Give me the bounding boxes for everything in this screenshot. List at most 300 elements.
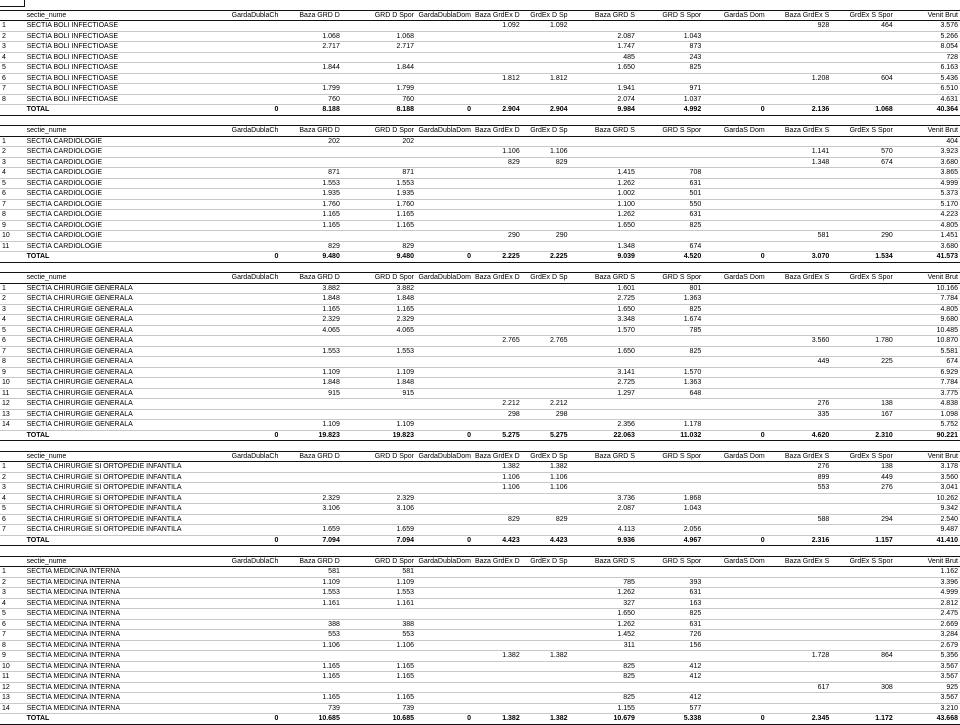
garda-dubla-ch-cell	[201, 577, 280, 588]
garda-s-dom-cell	[703, 231, 766, 242]
row-index-cell: 4	[0, 52, 25, 63]
row-index-cell: 12	[0, 682, 25, 693]
venit-brut-cell: 4.805	[895, 304, 960, 315]
baza-grdex-s-cell	[767, 598, 832, 609]
grd-s-spor-cell: 412	[637, 661, 703, 672]
empty-cell	[342, 262, 416, 273]
table-row	[0, 399, 960, 410]
baza-grdex-s-cell	[767, 31, 832, 42]
venit-brut-cell: 4.838	[895, 399, 960, 410]
garda-s-dom-cell	[703, 294, 766, 305]
grdex-s-spor-cell: 1.068	[831, 105, 895, 116]
baza-grd-s-cell	[570, 682, 637, 693]
section-name-cell: SECTIA CHIRURGIE GENERALA	[25, 336, 202, 347]
grd-s-spor-cell: 163	[637, 598, 703, 609]
grdex-d-sp-cell: 5.275	[522, 430, 570, 441]
baza-grdex-s-cell	[767, 241, 832, 252]
venit-brut-cell: 3.567	[895, 693, 960, 704]
baza-grd-s-cell: 485	[570, 52, 637, 63]
empty-cell	[25, 262, 202, 273]
grdex-d-sp-cell	[522, 52, 570, 63]
garda-s-dom-cell	[703, 703, 766, 714]
baza-grd-d-cell	[280, 651, 342, 662]
grdex-d-sp-cell: 2.225	[522, 252, 570, 263]
grdex-d-sp-cell	[522, 640, 570, 651]
garda-dubla-dom-cell	[416, 210, 473, 221]
baza-grdex-d-cell	[473, 178, 522, 189]
section-name-header: sectie_nume	[25, 126, 202, 137]
venit-brut-cell: 2.475	[895, 609, 960, 620]
row-index-cell: 14	[0, 703, 25, 714]
baza-grd-s-cell: 1.601	[570, 283, 637, 294]
baza-grd-d-cell: 8.188	[280, 105, 342, 116]
grd-d-spor-cell: 202	[342, 136, 416, 147]
grdex-s-spor-cell	[831, 220, 895, 231]
baza-grd-s-cell	[570, 147, 637, 158]
empty-cell	[473, 115, 522, 126]
grdex-s-spor-cell: 1.534	[831, 252, 895, 263]
baza-grdex-s-cell	[767, 283, 832, 294]
empty-cell	[703, 441, 766, 452]
garda-dubla-ch-cell	[201, 315, 280, 326]
grdex-d-sp-cell	[522, 598, 570, 609]
section-name-cell: SECTIA CARDIOLOGIE	[25, 220, 202, 231]
garda-dubla-dom-cell	[416, 147, 473, 158]
baza-grd-s-cell: 1.262	[570, 178, 637, 189]
garda-dubla-ch-cell	[201, 409, 280, 420]
baza-grdex-d-cell	[473, 199, 522, 210]
empty-cell	[767, 0, 832, 10]
empty-cell	[473, 441, 522, 452]
grdex-s-spor-cell: 138	[831, 399, 895, 410]
baza-grdex-d-header: Baza GrdEx D	[474, 557, 520, 565]
garda-dubla-ch-cell	[201, 136, 280, 147]
grd-d-spor-cell: 1.109	[342, 577, 416, 588]
grd-d-spor-cell	[342, 73, 416, 84]
baza-grd-d-cell: 9.480	[280, 252, 342, 263]
garda-dubla-ch-cell	[201, 178, 280, 189]
garda-dubla-ch-cell	[201, 462, 280, 473]
venit-brut-cell: 674	[895, 357, 960, 368]
garda-s-dom-cell	[703, 472, 766, 483]
baza-grd-s-cell	[570, 21, 637, 32]
garda-dubla-ch-cell	[201, 189, 280, 200]
grdex-d-sp-cell	[522, 682, 570, 693]
garda-dubla-ch-cell	[201, 693, 280, 704]
grd-d-spor-cell: 581	[342, 567, 416, 578]
grd-s-spor-cell: 412	[637, 672, 703, 683]
baza-grdex-d-cell: 1.382	[473, 651, 522, 662]
venit-brut-header: Venit Brut	[895, 10, 960, 21]
garda-s-dom-cell	[703, 168, 766, 179]
garda-s-dom-cell	[703, 31, 766, 42]
garda-s-dom-cell	[703, 283, 766, 294]
baza-grdex-d-header: Baza GrdEx D	[474, 274, 520, 281]
row-index-cell: 11	[0, 672, 25, 683]
grd-s-spor-cell	[637, 147, 703, 158]
grd-d-spor-cell: 1.109	[342, 420, 416, 431]
garda-dubla-dom-cell	[416, 325, 473, 336]
grdex-d-sp-cell	[522, 567, 570, 578]
table-row	[0, 514, 960, 525]
grdex-s-spor-cell: 138	[831, 462, 895, 473]
row-index-cell: 8	[0, 210, 25, 221]
venit-brut-cell: 5.373	[895, 189, 960, 200]
grd-d-spor-cell	[342, 157, 416, 168]
empty-cell	[25, 0, 202, 10]
grd-s-spor-cell	[637, 651, 703, 662]
empty-cell	[637, 441, 703, 452]
baza-grdex-s-cell: 3.070	[767, 252, 832, 263]
venit-brut-cell: 7.784	[895, 294, 960, 305]
section-name-cell: SECTIA MEDICINA INTERNA	[25, 651, 202, 662]
garda-dubla-ch-cell	[201, 168, 280, 179]
venit-brut-cell: 40.364	[895, 105, 960, 116]
venit-brut-cell: 925	[895, 682, 960, 693]
section-name-cell: SECTIA MEDICINA INTERNA	[25, 672, 202, 683]
grd-d-spor-cell: 19.823	[342, 430, 416, 441]
table-row	[0, 136, 960, 147]
baza-grdex-s-cell	[767, 168, 832, 179]
baza-grd-d-cell: 2.329	[280, 315, 342, 326]
garda-dubla-dom-cell	[416, 472, 473, 483]
venit-brut-cell: 90.221	[895, 430, 960, 441]
grd-s-spor-cell: 156	[637, 640, 703, 651]
grdex-s-spor-cell	[831, 63, 895, 74]
baza-grdex-s-cell	[767, 630, 832, 641]
table-row	[0, 672, 960, 683]
baza-grdex-s-cell: 4.620	[767, 430, 832, 441]
grd-d-spor-cell: 1.935	[342, 189, 416, 200]
table-row	[0, 84, 960, 95]
row-index-cell: 7	[0, 630, 25, 641]
baza-grdex-s-header: Baza GrdEx S	[767, 126, 832, 137]
baza-grdex-d-cell: 2.225	[473, 252, 522, 263]
garda-dubla-dom-header: GardaDublaDom	[416, 10, 473, 21]
venit-brut-cell: 2.679	[895, 640, 960, 651]
garda-dubla-dom-cell	[416, 241, 473, 252]
garda-s-dom-cell	[703, 619, 766, 630]
baza-grd-d-cell	[280, 514, 342, 525]
garda-dubla-ch-cell	[201, 378, 280, 389]
garda-dubla-ch-header: GardaDublaCh	[201, 451, 280, 462]
grd-s-spor-cell: 1.363	[637, 378, 703, 389]
grdex-d-sp-cell	[522, 357, 570, 368]
garda-dubla-ch-cell	[201, 598, 280, 609]
grdex-d-sp-cell	[522, 210, 570, 221]
baza-grd-s-cell	[570, 472, 637, 483]
grdex-s-spor-cell	[831, 567, 895, 578]
grdex-s-spor-cell	[831, 178, 895, 189]
baza-grdex-d-cell: 1.106	[473, 472, 522, 483]
grd-d-spor-cell	[342, 462, 416, 473]
garda-s-dom-cell	[703, 609, 766, 620]
row-index-cell: 3	[0, 588, 25, 599]
table-row	[0, 409, 960, 420]
spacer-row	[0, 546, 960, 557]
baza-grd-s-cell: 1.650	[570, 220, 637, 231]
baza-grdex-d-cell	[473, 661, 522, 672]
baza-grd-d-cell: 1.553	[280, 588, 342, 599]
baza-grd-d-cell: 10.685	[280, 714, 342, 725]
baza-grd-d-cell: 829	[280, 241, 342, 252]
grdex-s-spor-cell	[831, 168, 895, 179]
grdex-d-sp-cell	[522, 493, 570, 504]
grdex-s-spor-cell	[831, 420, 895, 431]
garda-dubla-dom-cell	[416, 388, 473, 399]
table-row	[0, 220, 960, 231]
garda-dubla-ch-cell	[201, 619, 280, 630]
garda-dubla-dom-cell	[416, 136, 473, 147]
baza-grd-s-cell: 3.348	[570, 315, 637, 326]
garda-dubla-ch-cell	[201, 588, 280, 599]
grd-s-spor-cell: 1.178	[637, 420, 703, 431]
grdex-s-spor-cell: 294	[831, 514, 895, 525]
garda-s-dom-cell: 0	[703, 105, 766, 116]
row-index-header	[0, 126, 25, 137]
grd-d-spor-cell: 1.760	[342, 199, 416, 210]
baza-grdex-s-cell	[767, 703, 832, 714]
grdex-s-spor-cell	[831, 31, 895, 42]
baza-grdex-s-cell	[767, 294, 832, 305]
baza-grdex-s-cell	[767, 388, 832, 399]
baza-grd-s-cell: 825	[570, 693, 637, 704]
venit-brut-cell: 2.669	[895, 619, 960, 630]
grd-d-spor-cell: 1.165	[342, 661, 416, 672]
grd-d-spor-cell: 1.068	[342, 31, 416, 42]
baza-grdex-s-cell	[767, 661, 832, 672]
grdex-d-sp-cell	[522, 525, 570, 536]
garda-dubla-ch-cell	[201, 199, 280, 210]
grd-d-spor-cell: 7.094	[342, 535, 416, 546]
baza-grdex-d-cell: 298	[473, 409, 522, 420]
baza-grdex-d-cell	[473, 210, 522, 221]
grd-d-spor-cell: 1.165	[342, 693, 416, 704]
baza-grdex-s-cell	[767, 619, 832, 630]
section-name-cell: SECTIA MEDICINA INTERNA	[25, 661, 202, 672]
section-name-cell: SECTIA BOLI INFECTIOASE	[25, 94, 202, 105]
empty-cell	[0, 262, 25, 273]
table-row	[0, 619, 960, 630]
grdex-d-sp-cell: 298	[522, 409, 570, 420]
grd-s-spor-cell: 1.037	[637, 94, 703, 105]
empty-cell	[570, 262, 637, 273]
baza-grdex-d-cell	[473, 493, 522, 504]
venit-brut-cell: 9.342	[895, 504, 960, 515]
grd-d-spor-cell: 3.106	[342, 504, 416, 515]
section-name-cell: SECTIA MEDICINA INTERNA	[25, 682, 202, 693]
grd-s-spor-cell: 825	[637, 63, 703, 74]
baza-grd-d-cell: 1.068	[280, 31, 342, 42]
venit-brut-cell: 5.356	[895, 651, 960, 662]
grd-s-spor-cell	[637, 483, 703, 494]
grd-d-spor-cell: 2.329	[342, 493, 416, 504]
grdex-s-spor-header: GrdEx S Spor	[831, 451, 895, 462]
grd-s-spor-cell: 825	[637, 346, 703, 357]
section-name-cell: SECTIA CHIRURGIE GENERALA	[25, 388, 202, 399]
baza-grd-d-cell: 1.109	[280, 577, 342, 588]
grdex-s-spor-cell: 276	[831, 483, 895, 494]
venit-brut-cell: 7.784	[895, 378, 960, 389]
grdex-s-spor-cell: 308	[831, 682, 895, 693]
table-row	[0, 178, 960, 189]
baza-grd-s-header: Baza GRD S	[570, 126, 637, 137]
garda-dubla-ch-cell	[201, 63, 280, 74]
garda-dubla-dom-cell	[416, 84, 473, 95]
baza-grdex-s-cell	[767, 178, 832, 189]
grdex-s-spor-cell	[831, 493, 895, 504]
venit-brut-header: Venit Brut	[895, 273, 960, 284]
baza-grdex-s-cell: 928	[767, 21, 832, 32]
grdex-s-spor-cell	[831, 84, 895, 95]
grdex-s-spor-cell: 2.310	[831, 430, 895, 441]
row-index-cell: 7	[0, 84, 25, 95]
row-index-cell	[0, 430, 25, 441]
baza-grdex-s-cell	[767, 367, 832, 378]
garda-s-dom-header: GardaS Dom	[703, 273, 766, 284]
grdex-d-sp-cell	[522, 609, 570, 620]
grdex-d-sp-cell: 1.106	[522, 483, 570, 494]
grdex-d-sp-cell	[522, 136, 570, 147]
baza-grd-s-cell: 22.063	[570, 430, 637, 441]
total-row	[0, 105, 960, 116]
empty-cell	[637, 0, 703, 10]
row-index-cell: 6	[0, 189, 25, 200]
grd-d-spor-cell: 915	[342, 388, 416, 399]
grdex-s-spor-cell	[831, 325, 895, 336]
section-name-cell: SECTIA MEDICINA INTERNA	[25, 598, 202, 609]
grdex-d-sp-cell	[522, 220, 570, 231]
baza-grd-s-cell	[570, 651, 637, 662]
venit-brut-cell: 1.098	[895, 409, 960, 420]
grdex-d-sp-cell	[522, 661, 570, 672]
empty-cell	[637, 115, 703, 126]
baza-grd-s-cell: 1.348	[570, 241, 637, 252]
grdex-d-sp-cell: 1.092	[522, 21, 570, 32]
grd-s-spor-cell: 2.056	[637, 525, 703, 536]
grd-d-spor-cell: 388	[342, 619, 416, 630]
baza-grdex-d-cell	[473, 283, 522, 294]
garda-s-dom-cell	[703, 136, 766, 147]
baza-grd-d-cell	[280, 483, 342, 494]
venit-brut-header: Venit Brut	[895, 451, 960, 462]
garda-s-dom-cell	[703, 420, 766, 431]
grd-d-spor-header: GRD D Spor	[342, 10, 416, 21]
baza-grd-s-cell: 311	[570, 640, 637, 651]
grdex-s-spor-cell: 1.157	[831, 535, 895, 546]
baza-grd-d-header: Baza GRD D	[280, 273, 342, 284]
grd-s-spor-header: GRD S Spor	[637, 10, 703, 21]
grd-d-spor-cell	[342, 147, 416, 158]
section-name-header: sectie_nume	[25, 451, 202, 462]
garda-dubla-dom-cell	[416, 315, 473, 326]
venit-brut-cell: 1.451	[895, 231, 960, 242]
venit-brut-cell: 3.775	[895, 388, 960, 399]
total-row	[0, 430, 960, 441]
grd-s-spor-header: GRD S Spor	[637, 273, 703, 284]
section-name-cell: SECTIA BOLI INFECTIOASE	[25, 31, 202, 42]
row-index-cell	[0, 714, 25, 725]
section-name-cell: SECTIA MEDICINA INTERNA	[25, 609, 202, 620]
table-row	[0, 52, 960, 63]
baza-grdex-d-cell: 1.812	[473, 73, 522, 84]
empty-cell	[895, 262, 960, 273]
baza-grd-d-cell: 1.659	[280, 525, 342, 536]
garda-s-dom-cell	[703, 325, 766, 336]
baza-grd-s-cell: 3.141	[570, 367, 637, 378]
grd-d-spor-cell	[342, 472, 416, 483]
grd-d-spor-cell: 1.659	[342, 525, 416, 536]
garda-dubla-dom-cell	[416, 504, 473, 515]
table-row	[0, 157, 960, 168]
garda-dubla-ch-cell	[201, 514, 280, 525]
table-row	[0, 598, 960, 609]
baza-grd-s-cell	[570, 399, 637, 410]
venit-brut-header: Venit Brut	[895, 556, 960, 567]
baza-grd-s-cell: 1.262	[570, 619, 637, 630]
garda-dubla-dom-header: GardaDublaDom	[416, 273, 473, 284]
grdex-d-sp-cell	[522, 304, 570, 315]
section-name-cell: SECTIA CARDIOLOGIE	[25, 199, 202, 210]
garda-dubla-ch-cell	[201, 84, 280, 95]
baza-grdex-s-cell: 2.136	[767, 105, 832, 116]
baza-grd-d-header: Baza GRD D	[280, 451, 342, 462]
empty-cell	[25, 546, 202, 557]
grd-s-spor-cell	[637, 409, 703, 420]
row-index-cell: 3	[0, 304, 25, 315]
grd-s-spor-header: GRD S Spor	[637, 126, 703, 137]
empty-cell	[473, 546, 522, 557]
grdex-d-sp-cell	[522, 504, 570, 515]
baza-grd-s-cell	[570, 462, 637, 473]
grd-d-spor-cell	[342, 682, 416, 693]
venit-brut-cell: 5.436	[895, 73, 960, 84]
section-name-header: sectie_nume	[25, 10, 202, 21]
garda-dubla-dom-cell	[416, 483, 473, 494]
garda-dubla-ch-cell	[201, 493, 280, 504]
grdex-s-spor-cell	[831, 52, 895, 63]
grd-d-spor-cell: 1.553	[342, 346, 416, 357]
section-name-cell: SECTIA CHIRURGIE GENERALA	[25, 399, 202, 410]
grdex-d-sp-cell	[522, 367, 570, 378]
table-row	[0, 231, 960, 242]
venit-brut-cell: 5.581	[895, 346, 960, 357]
empty-cell	[342, 441, 416, 452]
baza-grdex-s-cell: 1.208	[767, 73, 832, 84]
table-row	[0, 199, 960, 210]
grdex-s-spor-cell	[831, 693, 895, 704]
grdex-d-sp-cell	[522, 619, 570, 630]
grdex-d-sp-cell: 1.106	[522, 472, 570, 483]
grd-s-spor-cell: 412	[637, 693, 703, 704]
empty-cell	[895, 115, 960, 126]
garda-dubla-ch-cell	[201, 399, 280, 410]
baza-grdex-d-cell	[473, 619, 522, 630]
garda-dubla-dom-cell	[416, 168, 473, 179]
garda-dubla-dom-cell: 0	[416, 252, 473, 263]
empty-cell	[637, 546, 703, 557]
table-row	[0, 315, 960, 326]
section-name-cell: SECTIA BOLI INFECTIOASE	[25, 84, 202, 95]
baza-grdex-s-header: Baza GrdEx S	[767, 273, 832, 284]
section-name-cell: SECTIA CARDIOLOGIE	[25, 241, 202, 252]
empty-cell	[895, 441, 960, 452]
grd-s-spor-cell: 577	[637, 703, 703, 714]
garda-s-dom-cell	[703, 315, 766, 326]
baza-grdex-d-cell: 2.765	[473, 336, 522, 347]
row-index-cell: 5	[0, 178, 25, 189]
garda-s-dom-cell	[703, 388, 766, 399]
